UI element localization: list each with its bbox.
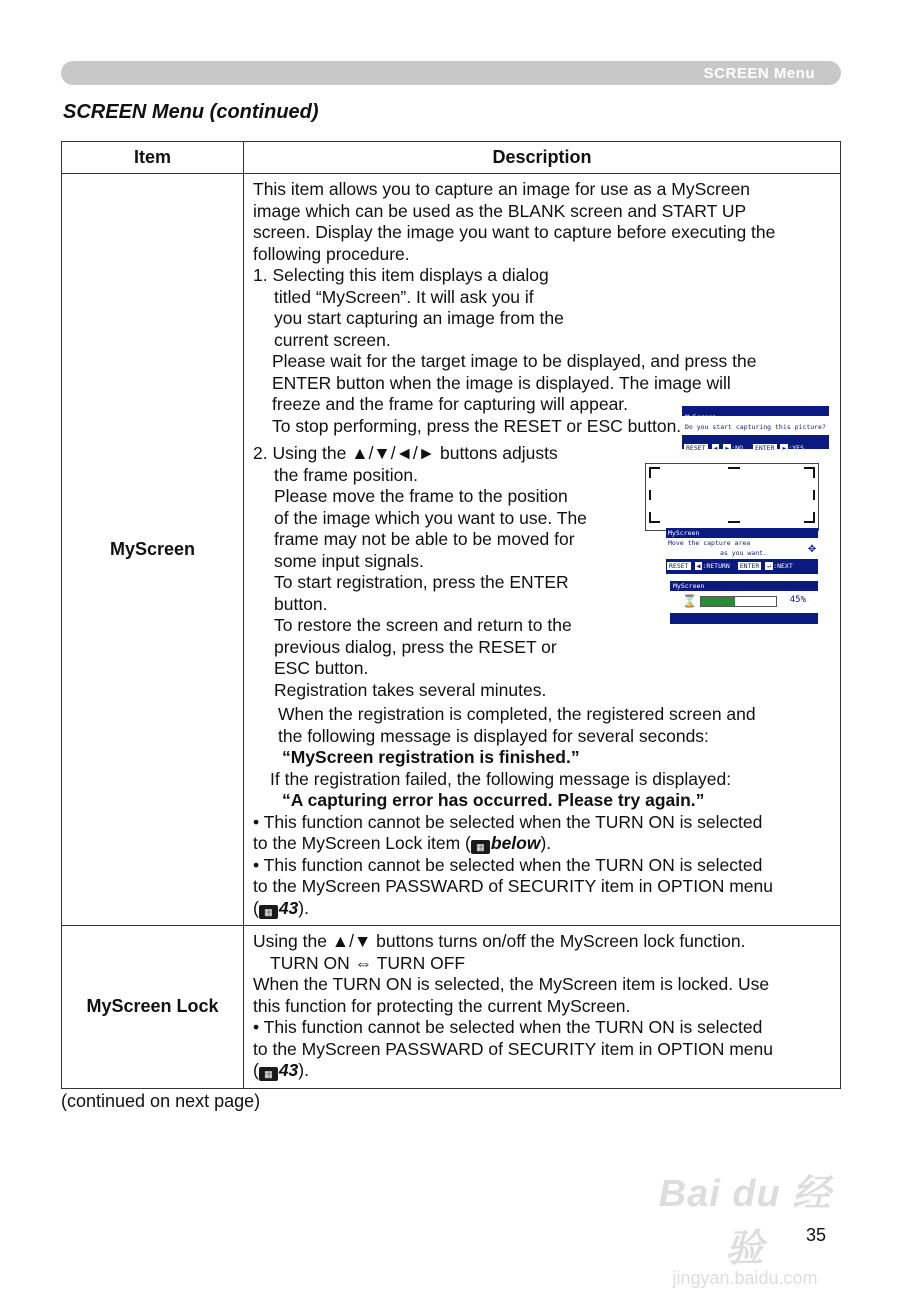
text-line: 2. Using the ▲/▼/◄/► buttons adjusts [253,443,558,463]
text-line: ENTER button when the image is displayed. The image will [272,372,731,393]
dialog-question: Do you start capturing this picture? [685,423,826,431]
no-label: :NO [731,444,744,452]
text-line: To restore the screen and return to the [274,615,572,635]
move-capture-area-dialog [666,528,818,574]
page-title: SCREEN Menu (continued) [63,101,319,123]
yes-label: :YES [788,444,805,452]
text-span: ). [298,1060,309,1080]
header-bar [61,61,841,85]
page-number: 35 [806,1225,827,1245]
right-arrow-icon: ► [782,444,787,452]
text-line: current screen. [274,329,391,350]
reset-key: RESET [669,562,689,570]
enter-icon: ↵ [767,562,772,570]
book-reference-icon: ▦ [259,1067,278,1081]
text-line: Please wait for the target image to be displayed, and press the [272,351,757,371]
dialog-body [670,591,818,613]
text-line: button. [274,593,328,614]
registration-progress-dialog [670,581,818,624]
text-line: the following message is displayed for several seconds: [278,725,709,746]
text-line: this function for protecting the current MyScreen. [253,995,631,1016]
text-line: Using the ▲/▼ buttons turns on/off the MyScreen lock function. [253,931,746,951]
left-arrow-icon: ◄ [713,444,718,452]
item-name-myscreen: MyScreen [62,174,244,926]
text-line: 1. Selecting this item displays a dialog [253,265,549,285]
text-line: screen. Display the image you want to capture before executing the [253,222,776,242]
text-line: you start capturing an image from the [274,308,564,328]
right-arrow-icon: ► [725,444,730,452]
left-arrow-icon: ◀ [696,562,701,570]
text-line: Please move the frame to the position [274,486,568,506]
text-span: ( [253,1060,259,1080]
page-reference: below [490,833,541,853]
watermark-main: Bai du 经验 [658,1173,832,1270]
note-line: • This function cannot be selected when the TURN ON is selected [253,1017,763,1037]
text-line: If the registration failed, the following message is displayed: [270,768,732,789]
enter-key: ENTER [754,444,775,452]
hourglass-icon: ⌛ [682,594,697,608]
description-cell [244,926,841,1089]
progress-fill [701,597,735,606]
text-line: To stop performing, press the RESET or ESC button. [272,415,682,436]
capture-frame-illustration [645,463,819,531]
item-name-myscreen-lock: MyScreen Lock [62,926,244,1089]
note-line: • This function cannot be selected when the TURN ON is selected [253,854,763,875]
text-line: freeze and the frame for capturing will appear. [272,394,629,414]
dialog-title: MyScreen [673,582,705,590]
table-row [62,926,841,1089]
dialog-body [666,538,818,559]
text-line: some input signals. [274,550,424,571]
page-reference: 43 [278,1060,299,1080]
text-line: following procedure. [253,243,410,264]
text-line: image which can be used as the BLANK screen and START UP [253,200,747,221]
note-line: to the MyScreen PASSWARD of SECURITY item in OPTION menu [253,1038,773,1059]
text-span: ). [298,897,309,918]
note-line: • This function cannot be selected when the TURN ON is selected [253,811,763,832]
text-span: to the MyScreen Lock item ( [253,833,471,853]
watermark-sub: jingyan.baidu.com [672,1268,818,1288]
dialog-title: MyScreen [668,529,700,537]
message-finished: “MyScreen registration is finished.” [282,747,580,767]
book-reference-icon: ▦ [471,840,490,854]
text-line: frame may not be able to be moved for [274,529,575,549]
note-line [253,833,832,855]
continued-note: (continued on next page) [61,1091,261,1111]
text-line: titled “MyScreen”. It will ask you if [274,286,534,307]
table-header-row [62,142,841,174]
note-line: to the MyScreen PASSWARD of SECURITY item in OPTION menu [253,876,773,896]
text-line: previous dialog, press the RESET or [274,636,557,657]
dialog-line: as you want. [720,549,767,557]
section-label: SCREEN Menu [703,65,815,82]
text-line: of the image which you want to use. The [274,507,587,528]
text-line: When the TURN ON is selected, the MyScreen item is locked. Use [253,974,770,994]
text-line: the frame position. [274,464,418,485]
text-line: This item allows you to capture an image for use as a MyScreen [253,179,751,199]
column-header-description: Description [244,142,841,174]
column-header-item: Item [62,142,244,174]
text-span: ). [540,833,552,853]
four-way-arrow-icon: ✥ [808,541,816,556]
progress-bar [700,596,777,607]
reset-key: RESET [686,444,706,452]
dialog-keys [667,562,817,570]
return-label: :RETURN [702,562,730,570]
dialog-line: Move the capture area [668,539,751,547]
text-line: When the registration is completed, the registered screen and [278,704,756,724]
text-line: To start registration, press the ENTER [274,572,569,592]
page-reference: 43 [278,897,299,918]
note-line [253,1060,832,1082]
text-line: TURN ON ⇔ TURN OFF [270,952,466,973]
next-label: :NEXT [773,562,793,570]
message-error: “A capturing error has occurred. Please try again.” [282,790,705,810]
enter-key: ENTER [739,562,760,570]
text-line: ESC button. [274,658,369,678]
frame-corners-icon [646,464,818,530]
note-line [253,898,832,920]
text-span: ( [253,897,259,918]
text-line: Registration takes several minutes. [274,679,547,700]
dialog-body [682,416,829,435]
progress-percent: 45% [789,595,806,605]
book-reference-icon: ▦ [259,905,278,919]
